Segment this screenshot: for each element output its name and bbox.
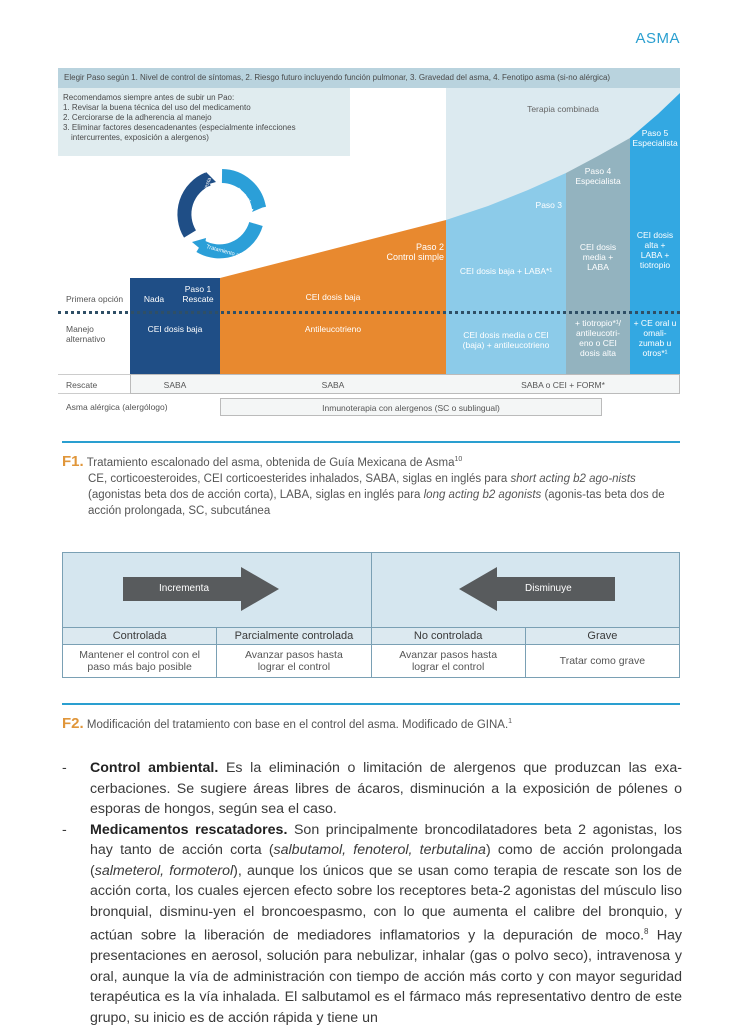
step5-title: Paso 5 Especialista (630, 128, 680, 148)
rescue-step2: SABA (220, 380, 446, 390)
option-divider-line (58, 311, 680, 314)
row-label-allergic: Asma alérgica (alergólogo) (66, 402, 168, 412)
figure1-caption-rule (62, 441, 680, 443)
step2-first-option: CEI dosis baja (220, 292, 446, 302)
table-center-divider (371, 553, 372, 677)
header-severe: Grave (525, 628, 679, 644)
cell-not-controlled: Avanzar pasos hasta lograr el control (371, 645, 525, 677)
step2-alternative: Antileucotrieno (220, 324, 446, 334)
step3-first-option: CEI dosis baja + LABA*¹ (446, 266, 566, 276)
body-text (62, 758, 682, 1028)
cycle-label: Revisar respuesta (192, 176, 213, 221)
decrease-arrow (455, 567, 615, 616)
caption-ref: 1 (508, 718, 512, 725)
caption-title: Tratamiento escalonado del asma, obtenida de Guía Mexicana de Asma (87, 457, 455, 469)
list-item: - Medicamentos rescatadores. Son principalmente broncodilatadores beta 2 agonistas, los hay tanto de acción corta (salbutamol, fenoterol, terbutalina) como de acción prolongada (salmeterol, formoterol), aunque los únicos que se usan como terapia de rescate son los de acción corta, los cuales ejercen efecto sobre los receptores beta-2 agonistas del músculo liso bronquial, disminu-yen el broncoespasmo, con lo que aumenta el calibre del bronquio, y actúan sobre la liberación de mediadores inflamatorios y la depuración de moco.$^8$ Hay presentaciones en aerosol, solución para nebulizar, inhalar (gas o polvo seco), intravenosa y oral, aunque la vía de administración con tiempo de acción más corto y con mayor seguridad terapéutica es la vía inhalada. El salbutamol es el fármaco más representativo dentro de este grupo, su inicio es de acción rápida y tiene un (62, 820, 682, 1028)
rescue-step3-5: SABA o CEI + FORM* (446, 380, 680, 390)
figure-number: F1. (62, 453, 84, 470)
recommendation-item: 3. Eliminar factores desencadenantes (especialmente infecciones (63, 123, 345, 133)
step1-title: Paso 1 Rescate (176, 284, 220, 304)
step1-alternative: CEI dosis baja (130, 324, 220, 334)
step1-first-option: Nada (134, 294, 174, 304)
recommendation-item: 2. Cerciorarse de la adherencia al manejo (63, 113, 345, 123)
bullet-heading: Medicamentos rescatadores. (90, 822, 287, 838)
cell-severe: Tratar como grave (525, 645, 679, 677)
recommendation-item: 1. Revisar la buena técnica del uso del medicamento (63, 103, 345, 113)
step3-title: Paso 3 (498, 200, 562, 210)
step5-first-option: CEI dosis alta + LABA + tiotropio (630, 230, 680, 270)
increase-arrow (123, 567, 283, 616)
step2-title: Paso 2 Control simple (358, 242, 444, 262)
header-controlled: Controlada (63, 628, 216, 644)
step4-first-option: CEI dosis media + LABA (566, 242, 630, 272)
section-title: ASMA (635, 30, 680, 47)
step4-title: Paso 4 Especialista (566, 166, 630, 186)
header-partially-controlled: Parcialmente controlada (216, 628, 370, 644)
rescue-step1: SABA (130, 380, 220, 390)
caption-ref: 10 (454, 456, 462, 463)
figure-number: F2. (62, 715, 84, 732)
step5-alternative: + CE oral u omali- zumab u otros*¹ (630, 318, 680, 358)
cell-partially-controlled: Avanzar pasos hasta lograr el control (216, 645, 370, 677)
recommendation-title: Recomendamos siempre antes de subir un Pao: (63, 93, 345, 103)
row-label-rescue: Rescate (66, 380, 97, 390)
cycle-label: Evaluar (235, 187, 253, 205)
increase-label: Incrementa (159, 583, 209, 594)
figure2-caption-rule (62, 703, 680, 705)
step4-alternative: + tiotropio*¹/ antileucotri- eno o CEI dosis alta (566, 318, 630, 358)
immunotherapy-bar: Inmunoterapia con alergenos (SC o sublingual) (220, 398, 602, 416)
cycle-label: Tratamiento ajuste (205, 244, 250, 262)
bullet-heading: Control ambiental. (90, 760, 218, 776)
row-label-alternative: Manejo alternativo (66, 324, 105, 344)
step-selection-instruction: Elegir Paso según 1. Nivel de control de síntomas, 2. Riesgo futuro incluyendo función pulmonar, 3. Gravedad del asma, 4. Fenotipo asma (si-no alérgica) (58, 68, 680, 88)
cell-controlled: Mantener el control con el paso más bajo posible (63, 645, 216, 677)
caption-text: Modificación del tratamiento con base en el control del asma. Modificado de GINA. (87, 719, 508, 731)
recommendation-item: intercurrentes, exposición a alergenos) (63, 133, 345, 143)
step3-alternative: CEI dosis media o CEI (baja) + antileucotrieno (446, 330, 566, 350)
row-label-first-option: Primera opción (66, 294, 123, 304)
decrease-label: Disminuye (525, 583, 572, 594)
figure2-caption (62, 714, 690, 733)
figure-2-control-table (62, 552, 680, 678)
figure-1-stepwise-treatment (58, 68, 680, 420)
figure1-caption: F1. Tratamiento escalonado del asma, obtenida de Guía Mexicana de Asma$^{10}$ CE, corticoesteroides, CEI corticoesterides inhalados, SABA, siglas en inglés para short acting b2 ago-nists (agonistas beta dos de acción corta), LABA, siglas en inglés para long acting b2 agonists (agonis-tas beta dos de acción prolongada, SC, subcutánea (62, 452, 690, 519)
header-not-controlled: No controlada (371, 628, 525, 644)
treatment-cycle-icon (176, 168, 268, 260)
combined-therapy-label: Terapia combinada (446, 104, 680, 114)
list-item: - Control ambiental. Es la eliminación o limitación de alergenos que produzcan las exa-cerbaciones. Se sugiere áreas libres de ácaros, disminución a la exposición de pólenes o esporas de hongos, según sea el caso. (62, 758, 682, 820)
